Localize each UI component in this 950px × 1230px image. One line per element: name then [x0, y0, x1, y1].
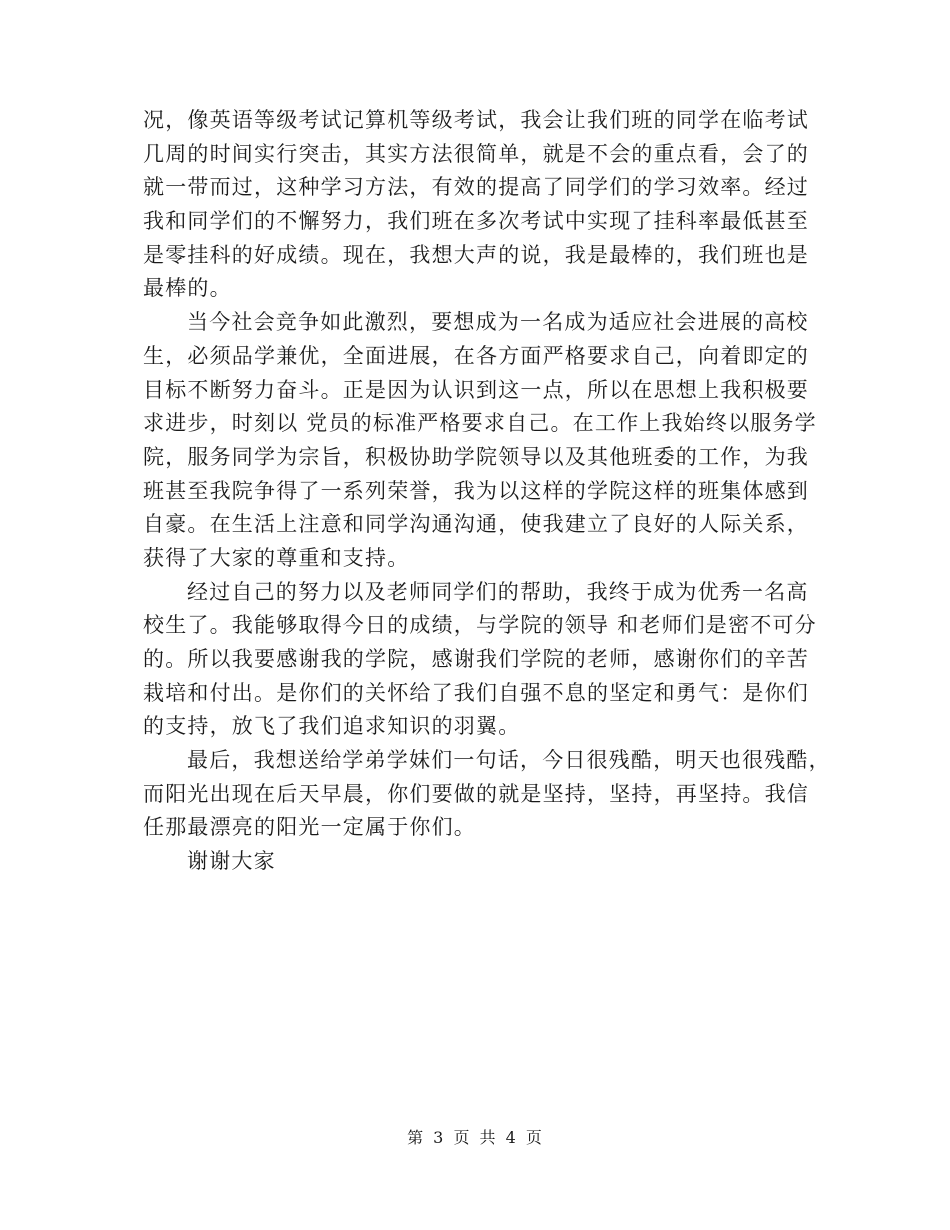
paragraph-3: [143, 576, 817, 744]
text-line: 当今社会竞争如此激烈，要想成为一名成为适应社会进展的高校: [187, 310, 809, 335]
text-line: 目标不断努力奋斗。正是因为认识到这一点，所以在思想上我积极要: [143, 377, 809, 402]
text-line: 谢谢大家: [187, 849, 276, 874]
text-line: 校生了。我能够取得今日的成绩，与学院的领导 和老师们是密不可分: [143, 613, 817, 638]
text-line: 自豪。在生活上注意和同学沟通沟通，使我建立了良好的人际关系，: [143, 512, 809, 537]
text-line: 求进步，时刻以 党员的标准严格要求自己。在工作上我始终以服务学: [143, 411, 817, 436]
text-line: 获得了大家的尊重和支持。: [143, 545, 410, 570]
text-line: 就一带而过，这种学习方法，有效的提高了同学们的学习效率。经过: [143, 175, 809, 200]
text-line: 是零挂科的好成绩。现在，我想大声的说，我是最棒的，我们班也是: [143, 242, 809, 267]
paragraph-5: [143, 845, 803, 879]
text-line: 我和同学们的不懈努力，我们班在多次考试中实现了挂科率最低甚至: [143, 209, 809, 234]
text-line: 的支持，放飞了我们追求知识的羽翼。: [143, 714, 521, 739]
text-line: 最棒的。: [143, 276, 232, 301]
document-body: [143, 104, 831, 879]
text-line: 而阳光出现在后天早晨，你们要做的就是坚持，坚持，再坚持。我信: [143, 781, 809, 806]
page-number-footer: 第 3 页 共 4 页: [407, 1128, 543, 1147]
text-line: 生，必须品学兼优，全面进展，在各方面严格要求自己，向着即定的: [143, 343, 809, 368]
text-line: 的。所以我要感谢我的学院，感谢我们学院的老师，感谢你们的辛苦: [143, 647, 809, 671]
text-line: 栽培和付出。是你们的关怀给了我们自强不息的坚定和勇气：是你们: [143, 680, 809, 705]
text-line: 几周的时间实行突击，其实方法很简单，就是不会的重点看，会了的: [143, 141, 809, 166]
paragraph-1: [143, 104, 809, 306]
paragraph-2: [143, 306, 817, 576]
text-line: 最后，我想送给学弟学妹们一句话，今日很残酷，明天也很残酷，: [187, 748, 831, 773]
paragraph-4: [143, 744, 831, 845]
text-line: 班甚至我院争得了一系列荣誉，我为以这样的学院这样的班集体感到: [143, 478, 809, 503]
text-line: 任那最漂亮的阳光一定属于你们。: [143, 815, 476, 840]
text-line: 况，像英语等级考试记算机等级考试，我会让我们班的同学在临考试: [143, 108, 809, 132]
text-line: 院，服务同学为宗旨，积极协助学院领导以及其他班委的工作，为我: [143, 444, 809, 469]
text-line: 经过自己的努力以及老师同学们的帮助，我终于成为优秀一名高: [187, 579, 809, 604]
